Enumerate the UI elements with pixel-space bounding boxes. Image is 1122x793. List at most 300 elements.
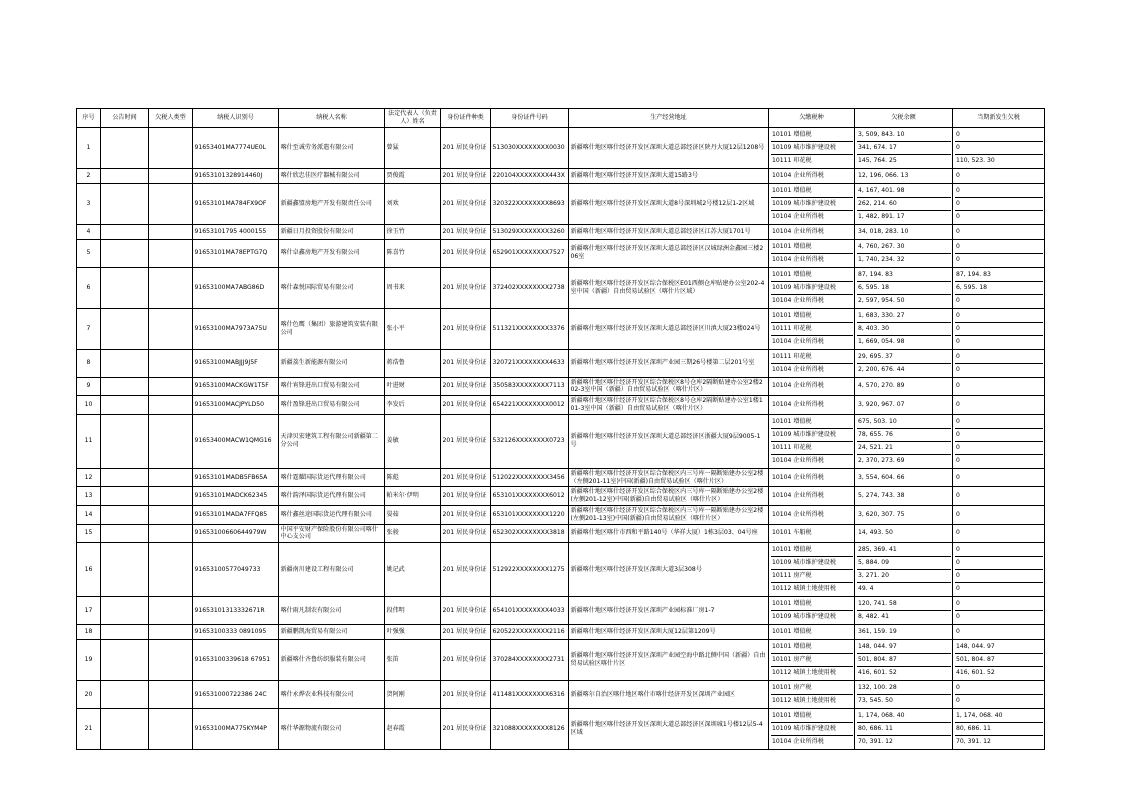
row-announce-date — [101, 239, 149, 267]
new-arrears-cell — [953, 524, 1045, 543]
row-legal-rep: 刘欢 — [385, 183, 441, 224]
row-announce-date — [101, 487, 149, 506]
tax-kind: 10104 企业所得税 — [772, 171, 824, 179]
new-arrears-cell — [953, 640, 1045, 681]
row-taxpayer-id: 916531000722386 24C — [193, 681, 279, 709]
tax-kind: 10111 印花税 — [771, 351, 853, 364]
new-arrears: 0 — [956, 255, 960, 263]
new-arrears: 416, 601. 52 — [956, 669, 995, 677]
row-taxpayer-id: 91653101MADA7FFQ85 — [193, 505, 279, 524]
table-row — [77, 487, 1045, 506]
row-debtor-type — [149, 414, 193, 468]
row-business-address: 新疆喀什地区喀什经济开发区深圳大道总部经济区浙疆大厦9层9005-1号 — [569, 414, 769, 468]
new-arrears-cell — [953, 349, 1045, 377]
row-id-number: 620522XXXXXXXX2116 — [491, 625, 569, 640]
row-id-type: 201 居民身份证 — [441, 127, 491, 168]
row-taxpayer-name: 喀什卓鑫房地产开发有限公司 — [279, 239, 385, 267]
row-id-number: 653101XXXXXXXX6012 — [491, 487, 569, 506]
row-taxpayer-id: 91653101MADB5FB65A — [193, 468, 279, 487]
header-new-arrears: 当期新发生欠税 — [953, 109, 1045, 128]
row-business-address: 新疆喀什地区喀什经济开发区深圳大道15路3号 — [569, 168, 769, 183]
new-arrears: 0 — [955, 428, 1043, 441]
row-id-number: 511321XXXXXXXX3376 — [491, 308, 569, 349]
row-id-number: 370284XXXXXXXX2731 — [491, 640, 569, 681]
new-arrears: 110, 523. 30 — [956, 156, 995, 164]
row-seq: 9 — [77, 377, 101, 396]
row-debtor-type — [149, 377, 193, 396]
row-legal-rep: 陈喜竹 — [385, 239, 441, 267]
tax-amount: 78, 655. 76 — [857, 428, 951, 441]
row-taxpayer-id: 91653101328914460J — [193, 168, 279, 183]
tax-amount-cell — [855, 681, 953, 709]
row-seq: 11 — [77, 414, 101, 468]
new-arrears: 0 — [955, 544, 1043, 557]
tax-kind-cell — [769, 524, 855, 543]
row-business-address: 新疆喀什地区喀什经济开发区深圳大道总部经济区陕丹大厦12层1208号 — [569, 127, 769, 168]
tax-amount: 3, 620, 307. 75 — [858, 510, 905, 518]
tax-amount: 87, 194. 83 — [857, 269, 951, 282]
row-announce-date — [101, 468, 149, 487]
row-id-number: 220104XXXXXXXX443X — [491, 168, 569, 183]
new-arrears-cell — [953, 267, 1045, 308]
row-announce-date — [101, 127, 149, 168]
tax-kind: 10104 企业所得税 — [772, 738, 824, 746]
tax-amount: 4, 760, 267. 30 — [857, 241, 951, 254]
new-arrears: 0 — [956, 473, 960, 481]
row-announce-date — [101, 349, 149, 377]
row-taxpayer-id: 91653100MACJPYLD50 — [193, 396, 279, 415]
tax-kind: 10101 房产税 — [771, 682, 853, 695]
row-taxpayer-id: 91653100339618 67951 — [193, 640, 279, 681]
tax-amount: 4, 570, 270. 89 — [858, 382, 905, 390]
row-legal-rep: 周书来 — [385, 267, 441, 308]
row-id-type: 201 居民身份证 — [441, 349, 491, 377]
tax-kind: 10104 企业所得税 — [772, 401, 824, 409]
new-arrears: 0 — [955, 185, 1043, 198]
row-seq: 16 — [77, 543, 101, 597]
tax-kind-cell — [769, 505, 855, 524]
new-arrears-cell — [953, 681, 1045, 709]
tax-amount: 4, 167, 401. 98 — [857, 185, 951, 198]
row-business-address: 新疆喀什地区喀什市西和平路140号（华祥大厦）1栋3层03、04号座 — [569, 524, 769, 543]
row-id-number: 321088XXXXXXXX8126 — [491, 709, 569, 750]
row-legal-rep: 帕米尔·伊明 — [385, 487, 441, 506]
row-seq: 2 — [77, 168, 101, 183]
row-debtor-type — [149, 127, 193, 168]
tax-kind: 10109 城市维护建设税 — [771, 557, 853, 570]
tax-amount: 341, 674. 17 — [857, 141, 951, 154]
tax-kind: 10104 企业所得税 — [772, 227, 824, 235]
row-id-type: 201 居民身份证 — [441, 543, 491, 597]
new-arrears: 0 — [955, 129, 1043, 142]
row-taxpayer-id: 91653100MABJJJ9J5F — [193, 349, 279, 377]
new-arrears-cell — [953, 127, 1045, 168]
tax-amount-cell — [855, 239, 953, 267]
table-row — [77, 267, 1045, 308]
row-seq: 13 — [77, 487, 101, 506]
row-debtor-type — [149, 308, 193, 349]
row-business-address: 新疆喀什地区喀什经济开发区深圳产业园三期26号楼第二层201号室 — [569, 349, 769, 377]
new-arrears-cell — [953, 625, 1045, 640]
row-announce-date — [101, 625, 149, 640]
row-seq: 19 — [77, 640, 101, 681]
tax-amount: 70, 391. 12 — [858, 738, 893, 746]
header-rep: 法定代表人（负责人）姓名 — [385, 109, 441, 128]
row-announce-date — [101, 224, 149, 239]
row-taxpayer-name: 中国平安财产保险股份有限公司喀什中心支公司 — [279, 524, 385, 543]
row-id-type: 201 居民身份证 — [441, 505, 491, 524]
new-arrears: 0 — [955, 598, 1043, 611]
tax-kind-cell — [769, 183, 855, 224]
tax-kind: 10111 印花税 — [771, 441, 853, 454]
table-row — [77, 468, 1045, 487]
tax-amount: 501, 804. 87 — [857, 654, 951, 667]
new-arrears: 0 — [956, 510, 960, 518]
row-taxpayer-name: 喀什永烨农业科技有限公司 — [279, 681, 385, 709]
row-taxpayer-name: 喀什宵锋进出口贸易有限公司 — [279, 377, 385, 396]
row-id-type: 201 居民身份证 — [441, 224, 491, 239]
tax-amount-cell — [855, 267, 953, 308]
new-arrears-cell — [953, 224, 1045, 239]
tax-amount: 2, 200, 676. 44 — [858, 365, 905, 373]
new-arrears: 0 — [955, 322, 1043, 335]
tax-amount: 29, 695. 37 — [857, 351, 951, 364]
tax-amount-cell — [855, 127, 953, 168]
table-row — [77, 377, 1045, 396]
row-legal-rep: 徐玉竹 — [385, 224, 441, 239]
tax-amount-cell — [855, 349, 953, 377]
header-date: 公告时间 — [101, 109, 149, 128]
row-taxpayer-name: 喀什盈锋进出口贸易有限公司 — [279, 396, 385, 415]
row-seq: 18 — [77, 625, 101, 640]
row-legal-rep: 张笛 — [385, 640, 441, 681]
row-taxpayer-name: 喀什霆耀国际货运代理有限公司 — [279, 468, 385, 487]
tax-amount-cell — [855, 377, 953, 396]
new-arrears: 0 — [956, 171, 960, 179]
tax-amount: 2, 597, 954. 50 — [858, 296, 905, 304]
tax-kind: 10101 增值税 — [771, 129, 853, 142]
table-row — [77, 597, 1045, 625]
row-id-number: 320322XXXXXXXX8693 — [491, 183, 569, 224]
row-announce-date — [101, 168, 149, 183]
table-row — [77, 168, 1045, 183]
row-legal-rep: 姜敏 — [385, 414, 441, 468]
tax-amount: 24, 521. 21 — [857, 441, 951, 454]
tax-kind: 10101 增值税 — [771, 269, 853, 282]
row-id-type: 201 居民身份证 — [441, 168, 491, 183]
new-arrears: 0 — [956, 456, 960, 464]
row-id-number: 653101XXXXXXXX1220 — [491, 505, 569, 524]
row-legal-rep: 段伟明 — [385, 597, 441, 625]
row-id-type: 201 居民身份证 — [441, 597, 491, 625]
row-debtor-type — [149, 597, 193, 625]
row-legal-rep: 叶进财 — [385, 377, 441, 396]
table-row — [77, 224, 1045, 239]
new-arrears-cell — [953, 377, 1045, 396]
tax-amount: 8, 403. 30 — [857, 322, 951, 335]
row-business-address: 新疆喀什地区喀什经济开发区深圳产业园标准厂房1-7 — [569, 597, 769, 625]
row-id-type: 201 居民身份证 — [441, 468, 491, 487]
row-taxpayer-id: 91653100MA775KYM4P — [193, 709, 279, 750]
tax-kind: 10104 企业所得税 — [772, 382, 824, 390]
row-taxpayer-id: 91653100MACKGW1T5F — [193, 377, 279, 396]
tax-kind-cell — [769, 597, 855, 625]
new-arrears: 0 — [955, 141, 1043, 154]
row-seq: 4 — [77, 224, 101, 239]
tax-kind: 10101 增值税 — [772, 628, 812, 636]
new-arrears-cell — [953, 239, 1045, 267]
tax-amount: 3, 920, 967. 07 — [858, 401, 905, 409]
row-debtor-type — [149, 681, 193, 709]
row-taxpayer-name: 喀什雨凡制农有限公司 — [279, 597, 385, 625]
row-debtor-type — [149, 625, 193, 640]
row-business-address: 新疆喀什地区喀什经济开发区综合保税区8号仓库2隔断贴建办公室1楼101-3室中国（新疆）自由贸易试验区（喀什片区） — [569, 396, 769, 415]
tax-arrears-table — [76, 108, 1045, 750]
new-arrears: 0 — [956, 585, 960, 593]
new-arrears: 0 — [956, 529, 960, 537]
new-arrears: 501, 804. 87 — [955, 654, 1043, 667]
new-arrears-cell — [953, 505, 1045, 524]
table-row — [77, 183, 1045, 224]
row-announce-date — [101, 681, 149, 709]
table-row — [77, 414, 1045, 468]
table-row — [77, 681, 1045, 709]
tax-kind: 10104 企业所得税 — [772, 337, 824, 345]
tax-kind: 10111 印花税 — [772, 156, 812, 164]
row-taxpayer-id: 91653401MA7774UE0L — [193, 127, 279, 168]
row-taxpayer-id: 91653100MA7ABG86D — [193, 267, 279, 308]
tax-kind: 10109 城市维护建设税 — [771, 723, 853, 736]
tax-amount: 3, 271. 20 — [857, 570, 951, 583]
row-seq: 8 — [77, 349, 101, 377]
row-business-address: 新疆喀什地区喀什经济开发区深圳大道总部经济区江苏大厦1701号 — [569, 224, 769, 239]
tax-kind-cell — [769, 640, 855, 681]
tax-amount: 1, 174, 068. 40 — [857, 710, 951, 723]
tax-kind: 10111 印花税 — [771, 322, 853, 335]
row-id-number: 411481XXXXXXXX6316 — [491, 681, 569, 709]
tax-kind: 10104 企业所得税 — [772, 456, 824, 464]
new-arrears-cell — [953, 487, 1045, 506]
tax-kind-cell — [769, 349, 855, 377]
new-arrears: 0 — [955, 351, 1043, 364]
row-debtor-type — [149, 505, 193, 524]
row-id-number: 320721XXXXXXXX4633 — [491, 349, 569, 377]
tax-kind-cell — [769, 168, 855, 183]
tax-kind: 10101 增值税 — [771, 310, 853, 323]
tax-amount: 5, 274, 743. 38 — [858, 492, 905, 500]
tax-kind: 10109 城市维护建设税 — [771, 197, 853, 210]
table-header — [77, 109, 1045, 128]
row-business-address: 新疆喀什地区喀什经济开发区综合保税区内三号库一隔断贴建办公室2楼(左侧201-13室)中国(新疆)自由贸易试验区（喀什片区） — [569, 505, 769, 524]
table-row — [77, 239, 1045, 267]
tax-kind: 10104 企业所得税 — [772, 473, 824, 481]
tax-amount: 120, 741. 58 — [857, 598, 951, 611]
row-business-address: 新疆喀什地区喀什经济开发区深圳大厦12层第1209号 — [569, 625, 769, 640]
tax-amount: 3, 554, 604. 66 — [858, 473, 905, 481]
header-idno: 身份证件号码 — [491, 109, 569, 128]
row-seq: 1 — [77, 127, 101, 168]
new-arrears: 0 — [956, 337, 960, 345]
row-id-type: 201 居民身份证 — [441, 414, 491, 468]
row-id-type: 201 居民身份证 — [441, 709, 491, 750]
new-arrears: 0 — [956, 492, 960, 500]
row-id-number: 654101XXXXXXXX4033 — [491, 597, 569, 625]
row-seq: 17 — [77, 597, 101, 625]
tax-kind-cell — [769, 681, 855, 709]
row-announce-date — [101, 597, 149, 625]
row-taxpayer-name: 新疆鑫盟房地产开发有限责任公司 — [279, 183, 385, 224]
row-taxpayer-id: 91653101795 4000155 — [193, 224, 279, 239]
row-debtor-type — [149, 709, 193, 750]
row-taxpayer-name: 天津贝宏建筑工程有限公司新疆第二分公司 — [279, 414, 385, 468]
row-announce-date — [101, 524, 149, 543]
tax-amount: 1, 669, 054. 98 — [858, 337, 905, 345]
tax-kind: 10109 城市维护建设税 — [772, 613, 836, 621]
tax-amount-cell — [855, 487, 953, 506]
tax-amount-cell — [855, 709, 953, 750]
row-legal-rep: 陈彪 — [385, 468, 441, 487]
row-announce-date — [101, 183, 149, 224]
row-taxpayer-id: 91653100660644979W — [193, 524, 279, 543]
new-arrears: 87, 194. 83 — [955, 269, 1043, 282]
row-legal-rep: 赵春霞 — [385, 709, 441, 750]
new-arrears: 0 — [955, 416, 1043, 429]
tax-kind: 10104 企业所得税 — [772, 255, 824, 263]
tax-kind-cell — [769, 239, 855, 267]
row-debtor-type — [149, 487, 193, 506]
tax-kind-cell — [769, 396, 855, 415]
row-id-number: 654221XXXXXXXX0012 — [491, 396, 569, 415]
row-id-number: 350583XXXXXXXX7113 — [491, 377, 569, 396]
table-row — [77, 396, 1045, 415]
tax-amount: 34, 018, 283. 10 — [858, 227, 909, 235]
new-arrears-cell — [953, 396, 1045, 415]
row-announce-date — [101, 709, 149, 750]
table-row — [77, 709, 1045, 750]
new-arrears: 80, 686. 11 — [955, 723, 1043, 736]
row-seq: 3 — [77, 183, 101, 224]
new-arrears: 0 — [955, 570, 1043, 583]
tax-kind-cell — [769, 543, 855, 597]
tax-kind: 10109 城市维护建设税 — [771, 141, 853, 154]
tax-kind: 10101 房产税 — [771, 654, 853, 667]
row-taxpayer-name: 新疆南川建设工程有限公司 — [279, 543, 385, 597]
row-seq: 14 — [77, 505, 101, 524]
row-business-address: 新疆喀什地区喀什经济开发区综合保税区内三号库一隔断贴建办公室2楼(左侧201-12室)中国(新疆)自由贸易试验区（喀什片区） — [569, 487, 769, 506]
header-idtype: 身份证件种类 — [441, 109, 491, 128]
tax-amount: 1, 740, 234. 32 — [858, 255, 905, 263]
row-announce-date — [101, 267, 149, 308]
row-taxpayer-name: 喀什至诚劳务派遣有限公司 — [279, 127, 385, 168]
row-taxpayer-name: 新疆喀什齐鲁纺织服装有限公司 — [279, 640, 385, 681]
row-taxpayer-name: 喀什华源物流有限公司 — [279, 709, 385, 750]
row-seq: 5 — [77, 239, 101, 267]
new-arrears: 0 — [956, 382, 960, 390]
row-id-type: 201 居民身份证 — [441, 396, 491, 415]
row-debtor-type — [149, 543, 193, 597]
tax-amount: 3, 509, 843. 10 — [857, 129, 951, 142]
row-id-number: 652901XXXXXXXX7527 — [491, 239, 569, 267]
new-arrears-cell — [953, 543, 1045, 597]
tax-amount: 8, 482. 41 — [858, 613, 890, 621]
row-business-address: 新疆喀什地区喀什经济开发区深圳大道8号深圳城2号楼12层1-2区域 — [569, 183, 769, 224]
row-legal-rep: 叶强强 — [385, 625, 441, 640]
tax-amount-cell — [855, 524, 953, 543]
new-arrears: 0 — [956, 296, 960, 304]
row-taxpayer-id: 91653101MADCK62345 — [193, 487, 279, 506]
new-arrears: 0 — [955, 310, 1043, 323]
tax-kind-cell — [769, 267, 855, 308]
tax-amount-cell — [855, 183, 953, 224]
new-arrears: 0 — [956, 697, 960, 705]
tax-amount: 262, 214. 60 — [857, 197, 951, 210]
tax-amount: 6, 595. 18 — [857, 281, 951, 294]
tax-kind: 10101 增值税 — [771, 185, 853, 198]
tax-kind: 10112 城镇土地使用税 — [772, 669, 836, 677]
table-row — [77, 625, 1045, 640]
new-arrears: 0 — [956, 212, 960, 220]
row-id-number: 532126XXXXXXXX0723 — [491, 414, 569, 468]
tax-amount: 416, 601. 52 — [858, 669, 897, 677]
row-id-number: 513029XXXXXXXX3260 — [491, 224, 569, 239]
tax-kind-cell — [769, 377, 855, 396]
tax-amount-cell — [855, 414, 953, 468]
row-seq: 20 — [77, 681, 101, 709]
row-legal-rep: 张小平 — [385, 308, 441, 349]
row-debtor-type — [149, 168, 193, 183]
row-seq: 15 — [77, 524, 101, 543]
tax-amount: 5, 884. 09 — [857, 557, 951, 570]
row-announce-date — [101, 505, 149, 524]
row-id-type: 201 居民身份证 — [441, 681, 491, 709]
row-legal-rep: 晏茹 — [385, 505, 441, 524]
tax-amount-cell — [855, 505, 953, 524]
new-arrears: 0 — [955, 557, 1043, 570]
header-tax-kind: 欠缴税种 — [769, 109, 855, 128]
row-debtor-type — [149, 640, 193, 681]
tax-kind-cell — [769, 468, 855, 487]
new-arrears: 1, 174, 068. 40 — [955, 710, 1043, 723]
row-id-type: 201 居民身份证 — [441, 308, 491, 349]
tax-kind: 10101 增值税 — [771, 710, 853, 723]
row-announce-date — [101, 414, 149, 468]
new-arrears: 70, 391. 12 — [956, 738, 991, 746]
tax-amount-cell — [855, 224, 953, 239]
row-taxpayer-id: 91653100MA7973A75U — [193, 308, 279, 349]
new-arrears-cell — [953, 183, 1045, 224]
row-seq: 6 — [77, 267, 101, 308]
row-id-type: 201 居民身份证 — [441, 239, 491, 267]
header-seq: 序号 — [77, 109, 101, 128]
new-arrears: 0 — [956, 613, 960, 621]
row-seq: 12 — [77, 468, 101, 487]
tax-kind-cell — [769, 127, 855, 168]
table-row — [77, 524, 1045, 543]
tax-amount: 2, 370, 273. 69 — [858, 456, 905, 464]
tax-kind: 10104 企业所得税 — [772, 212, 824, 220]
row-taxpayer-name: 新疆日月投资股份有限公司 — [279, 224, 385, 239]
table-row — [77, 308, 1045, 349]
tax-kind: 10109 城市维护建设税 — [771, 428, 853, 441]
header-type: 欠税人类型 — [149, 109, 193, 128]
row-id-number: 512022XXXXXXXX3456 — [491, 468, 569, 487]
row-business-address: 新疆喀尔自治区喀什地区喀什市喀什经济开发区深圳产业园区 — [569, 681, 769, 709]
header-name: 纳税人名称 — [279, 109, 385, 128]
tax-amount: 145, 764. 25 — [858, 156, 897, 164]
tax-kind: 10101 增值税 — [771, 544, 853, 557]
row-business-address: 新疆喀什地区喀什经济开发区综合保税区E01西侧仓库贴建办公室202-4室中国（新疆）自由贸易试验区（喀什片区域） — [569, 267, 769, 308]
row-id-type: 201 居民身份证 — [441, 183, 491, 224]
